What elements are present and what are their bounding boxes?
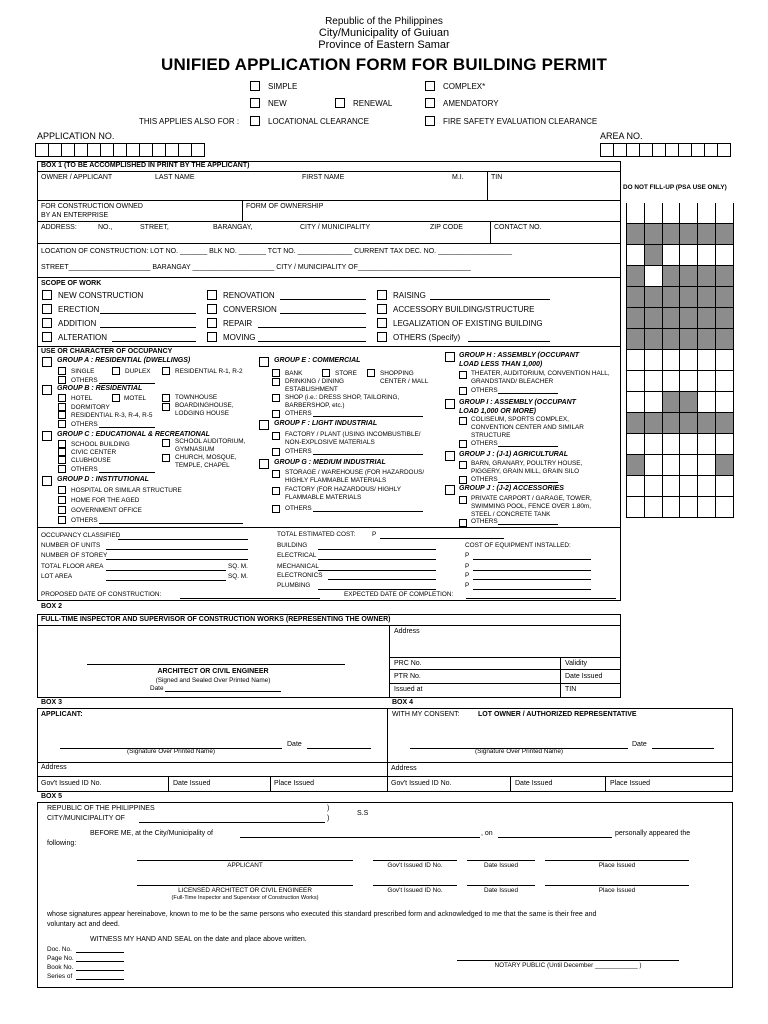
factory-light-checkbox[interactable] xyxy=(272,432,280,440)
scope-accessory-checkbox[interactable] xyxy=(377,304,387,314)
school-building-label: SCHOOL BUILDING xyxy=(71,441,130,448)
gk-others-checkbox[interactable] xyxy=(459,519,467,527)
group-f-checkbox[interactable] xyxy=(259,420,269,430)
r1-r2-checkbox[interactable] xyxy=(162,367,170,375)
electronics-cost-label: ELECTRONICS xyxy=(277,572,323,579)
gj-others-label: OTHERS xyxy=(471,476,498,483)
structure-label: STRUCTURE xyxy=(471,432,511,439)
form-ownership-label: FORM OF OWNERSHIP xyxy=(246,203,324,210)
dormitory-label: DORMITORY xyxy=(71,404,110,411)
civic-checkbox[interactable] xyxy=(58,448,66,456)
storey-label: NUMBER OF STOREY xyxy=(41,552,108,559)
lot-area-label: LOT AREA xyxy=(41,573,73,580)
box2-date-issued-label: Date Issued xyxy=(565,673,603,680)
page-no-label: Page No. xyxy=(47,955,74,962)
scope-others-checkbox[interactable] xyxy=(377,332,387,342)
box3-gov-id-label: Gov't Issued ID No. xyxy=(41,780,102,787)
notary-place-issued-2: Place Issued xyxy=(598,887,636,894)
fire-safety-label: FIRE SAFETY EVALUATION CLEARANCE xyxy=(443,117,598,126)
contact-label: CONTACT NO. xyxy=(494,224,542,231)
zip-label: ZIP CODE xyxy=(430,224,463,231)
psa-label: DO NOT FILL-UP (PSA USE ONLY) xyxy=(623,184,727,191)
hospital-label: HOSPITAL OR SIMILAR STRUCTURE xyxy=(71,487,182,494)
scope-alteration-checkbox[interactable] xyxy=(42,332,52,342)
establishment-label: ESTABLISHMENT xyxy=(285,386,338,393)
carport-label: PRIVATE CARPORT / GARAGE, TOWER, xyxy=(471,495,592,502)
duplex-checkbox[interactable] xyxy=(112,367,120,375)
group-d-checkbox[interactable] xyxy=(42,476,52,486)
box4-gov-id-label: Gov't Issued ID No. xyxy=(391,780,452,787)
box3-title: BOX 3 xyxy=(41,699,63,706)
appeared-label: personally appeared the xyxy=(615,830,691,837)
ge-others-checkbox[interactable] xyxy=(272,410,280,418)
notary-applicant-label: APPLICANT xyxy=(227,862,263,869)
amendatory-checkbox[interactable] xyxy=(425,98,435,108)
factory-medium-label: FACTORY (FOR HAZARDOUS/ HIGHLY xyxy=(285,486,401,493)
equip-p2: P xyxy=(465,563,470,570)
scope-conversion-label: CONVERSION xyxy=(223,305,277,314)
r1-r2-label: RESIDENTIAL R-1, R-2 xyxy=(175,368,243,375)
whose-signatures-text: whose signatures appear hereinabove, known to me to be the same persons who executed this standard prescribed form and acknowledged to me that the same is their free and xyxy=(47,911,597,918)
gi-others-checkbox[interactable] xyxy=(459,440,467,448)
area-no-boxes[interactable] xyxy=(600,143,731,157)
scope-addition-checkbox[interactable] xyxy=(42,318,52,328)
locational-checkbox[interactable] xyxy=(250,116,260,126)
tank-label: STEEL / CONCRETE TANK xyxy=(471,511,551,518)
storage-label-2: HIGHLY FLAMMABLE MATERIALS xyxy=(285,477,387,484)
barn-label: BARN, GRANARY, POULTRY HOUSE, xyxy=(471,460,583,467)
architect-label: ARCHITECT OR CIVIL ENGINEER xyxy=(157,668,269,675)
occupancy-title: USE OR CHARACTER OF OCCUPANCY xyxy=(41,348,173,355)
applicant-label: APPLICANT: xyxy=(41,711,83,718)
duplex-label: DUPLEX xyxy=(125,368,151,375)
gj-others-checkbox[interactable] xyxy=(459,476,467,484)
total-cost-peso: P xyxy=(372,531,377,538)
scope-new-label: NEW CONSTRUCTION xyxy=(58,291,144,300)
mall-label: CENTER / MALL xyxy=(380,378,429,385)
group-b-checkbox[interactable] xyxy=(42,385,52,395)
r3-r5-checkbox[interactable] xyxy=(58,411,66,419)
locational-label: LOCATIONAL CLEARANCE xyxy=(268,117,369,126)
civic-label: CIVIC CENTER xyxy=(71,449,117,456)
scope-erection-checkbox[interactable] xyxy=(42,304,52,314)
hotel-checkbox[interactable] xyxy=(58,394,66,402)
scope-others-label: OTHERS (Specify) xyxy=(393,333,461,342)
series-label: Series of xyxy=(47,973,73,980)
owner-label: OWNER / APPLICANT xyxy=(41,174,113,181)
shopping-checkbox[interactable] xyxy=(367,369,375,377)
gb-others-checkbox[interactable] xyxy=(58,420,66,428)
simple-checkbox[interactable] xyxy=(250,81,260,91)
box1-title: BOX 1 (TO BE ACCOMPLISHED IN PRINT BY THE APPLICANT) xyxy=(41,162,250,169)
barn-checkbox[interactable] xyxy=(459,461,467,469)
townhouse-checkbox[interactable] xyxy=(162,394,170,402)
box4-title: BOX 4 xyxy=(392,699,414,706)
notary-public-label: NOTARY PUBLIC (Until December ____________ ) xyxy=(494,962,642,969)
group-h-label: GROUP H : ASSEMBLY (OCCUPANT xyxy=(459,352,580,359)
location-line-2: STREET_____________________ BARANGAY _____________________ CITY / MUNICIPALITY OF_____________________________ xyxy=(41,264,471,271)
application-no-label: APPLICATION NO. xyxy=(37,131,115,141)
group-j1-checkbox[interactable] xyxy=(445,451,455,461)
motel-label: MOTEL xyxy=(124,395,147,402)
group-i-label: GROUP I : ASSEMBLY (OCCUPANT xyxy=(459,399,576,406)
last-name-label: LAST NAME xyxy=(155,174,195,181)
notary-date-issued-1: Date Issued xyxy=(483,862,519,869)
hotel-label: HOTEL xyxy=(71,395,93,402)
simple-label: SIMPLE xyxy=(268,82,298,91)
paren-2: ) xyxy=(327,815,330,822)
shop-checkbox[interactable] xyxy=(272,394,280,402)
renewal-label: RENEWAL xyxy=(353,99,393,108)
storage-label: STORAGE / WAREHOUSE (FOR HAZARDOUS/ xyxy=(285,469,425,476)
bank-checkbox[interactable] xyxy=(272,369,280,377)
box4-address-label: Address xyxy=(391,765,417,772)
scope-moving-label: MOVING xyxy=(223,333,256,342)
proposed-date-label: PROPOSED DATE OF CONSTRUCTION: xyxy=(41,591,162,598)
floor-area-unit: SQ. M. xyxy=(228,563,248,570)
gk-others-label: OTHERS xyxy=(471,518,498,525)
factory-medium-label-2: FLAMMABLE MATERIALS xyxy=(285,494,362,501)
box4-date-issued-label: Date Issued xyxy=(515,780,553,787)
store-label: STORE xyxy=(335,370,357,377)
form-title: UNIFIED APPLICATION FORM FOR BUILDING PERMIT xyxy=(160,55,608,74)
box3-date-issued-label: Date Issued xyxy=(173,780,211,787)
box4-place-issued-label: Place Issued xyxy=(610,780,651,787)
voluntary-text: voluntary act and deed. xyxy=(47,921,120,928)
gd-others-label: OTHERS xyxy=(71,517,98,524)
government-label: GOVERNMENT OFFICE xyxy=(71,507,142,514)
gi-others-label: OTHERS xyxy=(471,440,498,447)
header-province: Province of Eastern Samar xyxy=(318,39,450,51)
ge-others-label: OTHERS xyxy=(285,410,312,417)
group-f-label: GROUP F : LIGHT INDUSTRIAL xyxy=(274,420,378,427)
book-no-label: Book No. xyxy=(47,964,74,971)
area-no-label: AREA NO. xyxy=(600,131,643,141)
ga-others-label: OTHERS xyxy=(71,377,98,384)
notary-date-issued-2: Date Issued xyxy=(483,887,519,894)
convention-label: CONVENTION CENTER AND SIMILAR xyxy=(471,424,584,431)
gf-others-label: OTHERS xyxy=(285,448,312,455)
scope-new-checkbox[interactable] xyxy=(42,290,52,300)
gc-others-checkbox[interactable] xyxy=(58,465,66,473)
electrical-cost-label: ELECTRICAL xyxy=(277,552,317,559)
scope-moving-checkbox[interactable] xyxy=(207,332,217,342)
group-b-label: GROUP B : RESIDENTIAL xyxy=(57,385,143,392)
r3-r5-label: RESIDENTIAL R-3, R-4, R-5 xyxy=(71,412,153,419)
notary-gov-id-2: Gov't Issued ID No. xyxy=(387,887,443,894)
plumbing-cost-label: PLUMBING xyxy=(277,582,311,589)
renewal-checkbox[interactable] xyxy=(335,98,345,108)
group-j2-label: GROUP J : (J-2) ACCESSORIES xyxy=(459,485,564,492)
auditorium-label: SCHOOL AUDITORIUM, xyxy=(175,438,246,445)
address-no-label: NO., xyxy=(98,224,113,231)
scope-renovation-label: RENOVATION xyxy=(223,291,275,300)
licensed-architect-sub: (Full-Time Inspector and Supervisor of Construction Works) xyxy=(171,895,319,901)
boardinghouse-label: BOARDINGHOUSE, xyxy=(175,402,234,409)
notary-gov-id-1: Gov't Issued ID No. xyxy=(387,862,443,869)
shop-label: SHOP (i.e.: DRESS SHOP, TAILORING, xyxy=(285,394,400,401)
group-i-checkbox[interactable] xyxy=(445,399,455,409)
inspector-title: FULL-TIME INSPECTOR AND SUPERVISOR OF CONSTRUCTION WORKS (REPRESENTING THE OWNER) xyxy=(41,616,391,623)
equip-p4: P xyxy=(465,582,470,589)
equipment-cost-label: COST OF EQUIPMENT INSTALLED: xyxy=(465,542,571,549)
new-checkbox[interactable] xyxy=(250,98,260,108)
group-h-checkbox[interactable] xyxy=(445,352,455,362)
paren-1: ) xyxy=(327,805,330,812)
box4-date-label: Date xyxy=(632,741,647,748)
group-c-checkbox[interactable] xyxy=(42,431,52,441)
gc-others-label: OTHERS xyxy=(71,466,98,473)
barbershop-label: BARBERSHOP, etc.) xyxy=(285,402,345,409)
units-label: NUMBER OF UNITS xyxy=(41,542,101,549)
consent-label: WITH MY CONSENT: xyxy=(392,711,460,718)
box2-tin-label: TIN xyxy=(565,686,577,693)
group-i-label-2: LOAD 1,000 OR MORE) xyxy=(459,408,537,415)
boardinghouse-checkbox[interactable] xyxy=(162,403,170,411)
before-me-label: BEFORE ME, at the City/Municipality of xyxy=(90,830,213,837)
applies-label: THIS APPLIES ALSO FOR : xyxy=(139,117,240,126)
group-c-label: GROUP C : EDUCATIONAL & RECREATIONAL xyxy=(57,431,210,438)
group-a-checkbox[interactable] xyxy=(42,357,52,367)
floor-area-label: TOTAL FLOOR AREA xyxy=(41,563,104,570)
ss-label: S.S xyxy=(357,810,369,817)
gf-others-checkbox[interactable] xyxy=(272,448,280,456)
box5-title: BOX 5 xyxy=(41,793,63,800)
fire-safety-checkbox[interactable] xyxy=(425,116,435,126)
scope-raising-label: RAISING xyxy=(393,291,426,300)
bank-label: BANK xyxy=(285,370,303,377)
scope-conversion-checkbox[interactable] xyxy=(207,304,217,314)
box3-place-issued-label: Place Issued xyxy=(274,780,315,787)
townhouse-label: TOWNHOUSE xyxy=(175,394,218,401)
on-label: , on xyxy=(481,830,493,837)
coliseum-label: COLISEUM, SPORTS COMPLEX, xyxy=(471,416,569,423)
scope-renovation-checkbox[interactable] xyxy=(207,290,217,300)
group-g-label: GROUP G : MEDIUM INDUSTRIAL xyxy=(274,459,386,466)
box2 xyxy=(37,614,621,698)
scope-addition-label: ADDITION xyxy=(58,319,97,328)
header-republic: Republic of the Philippines xyxy=(325,16,443,27)
address-label: ADDRESS: xyxy=(41,224,77,231)
first-name-label: FIRST NAME xyxy=(302,174,345,181)
storage-checkbox[interactable] xyxy=(272,470,280,478)
group-a-label: GROUP A : RESIDENTIAL (DWELLINGS) xyxy=(57,357,191,364)
box4-signature-label: (Signature Over Printed Name) xyxy=(474,748,564,755)
box3-address-label: Address xyxy=(41,764,67,771)
scope-repair-checkbox[interactable] xyxy=(207,318,217,328)
mi-label: M.I. xyxy=(452,174,464,181)
lodging-label: LODGING HOUSE xyxy=(175,410,229,417)
group-g-checkbox[interactable] xyxy=(259,459,269,469)
government-checkbox[interactable] xyxy=(58,506,66,514)
following-label: following: xyxy=(47,840,77,847)
application-no-boxes[interactable] xyxy=(35,143,205,157)
clubhouse-label: CLUBHOUSE xyxy=(71,457,111,464)
auditorium-checkbox[interactable] xyxy=(162,439,170,447)
witness-text: WITNESS MY HAND AND SEAL on the date and place above written. xyxy=(90,936,307,943)
amendatory-label: AMENDATORY xyxy=(443,99,499,108)
tin-label: TIN xyxy=(491,174,503,181)
box2-title: BOX 2 xyxy=(41,603,63,610)
motel-checkbox[interactable] xyxy=(112,394,120,402)
pool-label: SWIMMING POOL, FENCE OVER 1.80m, xyxy=(471,503,592,510)
store-checkbox[interactable] xyxy=(322,369,330,377)
completion-date-label: EXPECTED DATE OF COMPLETION: xyxy=(344,591,454,598)
factory-medium-checkbox[interactable] xyxy=(272,487,280,495)
gh-others-checkbox[interactable] xyxy=(459,387,467,395)
lot-owner-label: LOT OWNER / AUTHORIZED REPRESENTATIVE xyxy=(478,711,637,718)
school-building-checkbox[interactable] xyxy=(58,440,66,448)
complex-label: COMPLEX* xyxy=(443,82,486,91)
clubhouse-checkbox[interactable] xyxy=(58,456,66,464)
carport-checkbox[interactable] xyxy=(459,496,467,504)
scope-alteration-label: ALTERATION xyxy=(58,333,108,342)
gb-others-label: OTHERS xyxy=(71,421,98,428)
dining-label: DRINKING / DINING xyxy=(285,378,344,385)
temple-label: TEMPLE, CHAPEL xyxy=(175,462,230,469)
church-label: CHURCH, MOSQUE, xyxy=(175,454,237,461)
validity-label: Validity xyxy=(565,660,588,667)
single-checkbox[interactable] xyxy=(58,367,66,375)
building-cost-label: BUILDING xyxy=(277,542,308,549)
owned-label: FOR CONSTRUCTION OWNED xyxy=(41,203,143,210)
mechanical-cost-label: MECHANICAL xyxy=(277,563,319,570)
aged-label: HOME FOR THE AGED xyxy=(71,497,140,504)
single-label: SINGLE xyxy=(71,368,95,375)
signed-sealed-label: (Signed and Sealed Over Printed Name) xyxy=(155,677,271,684)
group-j2-checkbox[interactable] xyxy=(445,485,455,495)
grandstand-label: GRANDSTAND/ BLEACHER xyxy=(471,378,554,385)
address-street-label: STREET, xyxy=(140,224,169,231)
total-cost-label: TOTAL ESTIMATED COST: xyxy=(277,531,356,538)
church-checkbox[interactable] xyxy=(162,454,170,462)
group-e-checkbox[interactable] xyxy=(259,357,269,367)
group-e-label: GROUP E : COMMERCIAL xyxy=(274,357,361,364)
box3-date-label: Date xyxy=(287,741,302,748)
theater-checkbox[interactable] xyxy=(459,371,467,379)
dormitory-checkbox[interactable] xyxy=(58,403,66,411)
issued-at-label: Issued at xyxy=(394,686,423,693)
equip-p3: P xyxy=(465,572,470,579)
republic-ph-label: REPUBLIC OF THE PHILIPPINES xyxy=(47,805,155,812)
scope-erection-label: ERECTION xyxy=(58,305,100,314)
box2-date-label: Date xyxy=(150,685,164,692)
address-city-label: CITY / MUNICIPALITY xyxy=(300,224,371,231)
non-explosive-label: NON-EXPLOSIVE MATERIALS xyxy=(285,439,375,446)
group-d-label: GROUP D : INSTITUTIONAL xyxy=(57,476,149,483)
gg-others-checkbox[interactable] xyxy=(272,505,280,513)
doc-no-label: Doc. No. xyxy=(47,946,72,953)
coliseum-checkbox[interactable] xyxy=(459,417,467,425)
gh-others-label: OTHERS xyxy=(471,387,498,394)
header-city: City/Municipality of Guiuan xyxy=(318,27,450,39)
prc-label: PRC No. xyxy=(394,660,422,667)
scope-repair-label: REPAIR xyxy=(223,319,253,328)
scope-accessory-label: ACCESSORY BUILDING/STRUCTURE xyxy=(393,305,535,314)
lot-area-unit: SQ. M. xyxy=(228,573,248,580)
factory-light-label: FACTORY / PLANT (USING INCOMBUSTIBLE/ xyxy=(285,431,421,438)
gd-others-checkbox[interactable] xyxy=(58,516,66,524)
scope-legalization-checkbox[interactable] xyxy=(377,318,387,328)
scope-legalization-label: LEGALIZATION OF EXISTING BUILDING xyxy=(393,319,543,328)
location-line: LOCATION OF CONSTRUCTION: LOT NO. _______ BLK NO. _______ TCT NO. ______________ CURRENT TAX DEC. NO. ___________________ xyxy=(41,248,513,255)
aged-checkbox[interactable] xyxy=(58,496,66,504)
group-h-label-2: LOAD LESS THAN 1,000) xyxy=(459,361,543,368)
gymnasium-label: GYMNASIUM xyxy=(175,446,215,453)
group-j1-label: GROUP J : (J-1) AGRICULTURAL xyxy=(459,451,569,458)
scope-raising-checkbox[interactable] xyxy=(377,290,387,300)
owned-label-2: BY AN ENTERPRISE xyxy=(41,212,109,219)
equip-p1: P xyxy=(465,552,470,559)
occupancy-classified-label: OCCUPANCY CLASSIFIED xyxy=(41,532,121,539)
notary-place-issued-1: Place Issued xyxy=(598,862,636,869)
box2-address-label: Address xyxy=(394,628,420,635)
city-of-label: CITY/MUNICIPALITY OF xyxy=(47,815,125,822)
theater-label: THEATER, AUDITORIUM, CONVENTION HALL, xyxy=(471,370,610,377)
licensed-architect-label: LICENSED ARCHITECT OR CIVIL ENGINEER xyxy=(178,887,312,894)
new-label: NEW xyxy=(268,99,287,108)
address-brgy-label: BARANGAY, xyxy=(213,224,253,231)
ga-others-checkbox[interactable] xyxy=(58,376,66,384)
piggery-label: PIGGERY, GRAIN MILL, GRAIN SILO xyxy=(471,468,580,475)
shopping-label: SHOPPING xyxy=(380,370,414,377)
box3-signature-label: (Signature Over Printed Name) xyxy=(126,748,216,755)
ptr-label: PTR No. xyxy=(394,673,421,680)
complex-checkbox[interactable] xyxy=(425,81,435,91)
scope-title: SCOPE OF WORK xyxy=(41,280,102,287)
dining-checkbox[interactable] xyxy=(272,378,280,386)
hospital-checkbox[interactable] xyxy=(58,486,66,494)
gg-others-label: OTHERS xyxy=(285,505,312,512)
